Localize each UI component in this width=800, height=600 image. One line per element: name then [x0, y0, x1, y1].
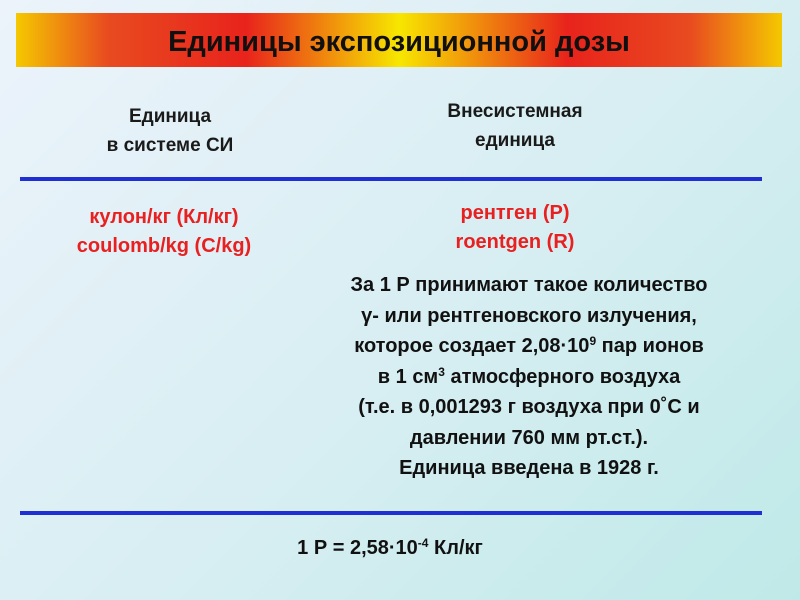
definition-line-3-exponent: 9: [589, 334, 597, 348]
si-unit-ru: кулон/кг (Кл/кг): [89, 206, 239, 228]
definition-line-1: За 1 Р принимают такое количество: [350, 274, 708, 296]
definition-line-2: γ- или рентгеновского излучения,: [361, 304, 697, 327]
page-title: Единицы экспозиционной дозы: [168, 26, 630, 58]
si-unit: [34, 203, 294, 261]
si-unit-en: coulomb/kg (C/kg): [76, 235, 252, 257]
roentgen-definition: [298, 270, 760, 484]
formula-unit: Кл/кг: [428, 537, 483, 559]
definition-line-3-tail: пар ионов: [596, 335, 704, 357]
si-header-line-1: Единица: [128, 106, 212, 127]
nonsi-header-line-1: Внесистемная: [447, 101, 583, 122]
nonsi-column-header: [395, 97, 635, 155]
bottom-divider: [20, 511, 762, 515]
definition-line-4: [298, 362, 760, 393]
si-header-line-2: в системе СИ: [106, 135, 234, 156]
formula-exponent: -4: [417, 536, 429, 550]
definition-line-6: давлении 760 мм рт.ст.).: [409, 426, 649, 449]
nonsi-header-line-2: единица: [475, 130, 555, 151]
definition-line-5: (т.е. в 0,001293 г воздуха при 0˚С и: [358, 396, 700, 418]
definition-line-3: [298, 331, 760, 362]
si-column-header: [60, 102, 280, 160]
conversion-formula: [230, 537, 550, 560]
nonsi-unit-ru: рентген (Р): [460, 202, 570, 224]
definition-line-3-text: которое создает 2,08·10: [354, 335, 590, 357]
top-divider: [20, 177, 762, 181]
definition-line-7: Единица введена в 1928 г.: [399, 457, 659, 479]
nonsi-unit: [405, 199, 625, 257]
definition-line-4-tail: атмосферного воздуха: [444, 365, 681, 388]
nonsi-unit-en: roentgen (R): [455, 231, 575, 253]
definition-line-4-exponent: 3: [438, 364, 445, 379]
definition-line-4-text: в 1 см: [377, 365, 439, 388]
formula-base: 1 Р = 2,58·10: [297, 537, 418, 559]
